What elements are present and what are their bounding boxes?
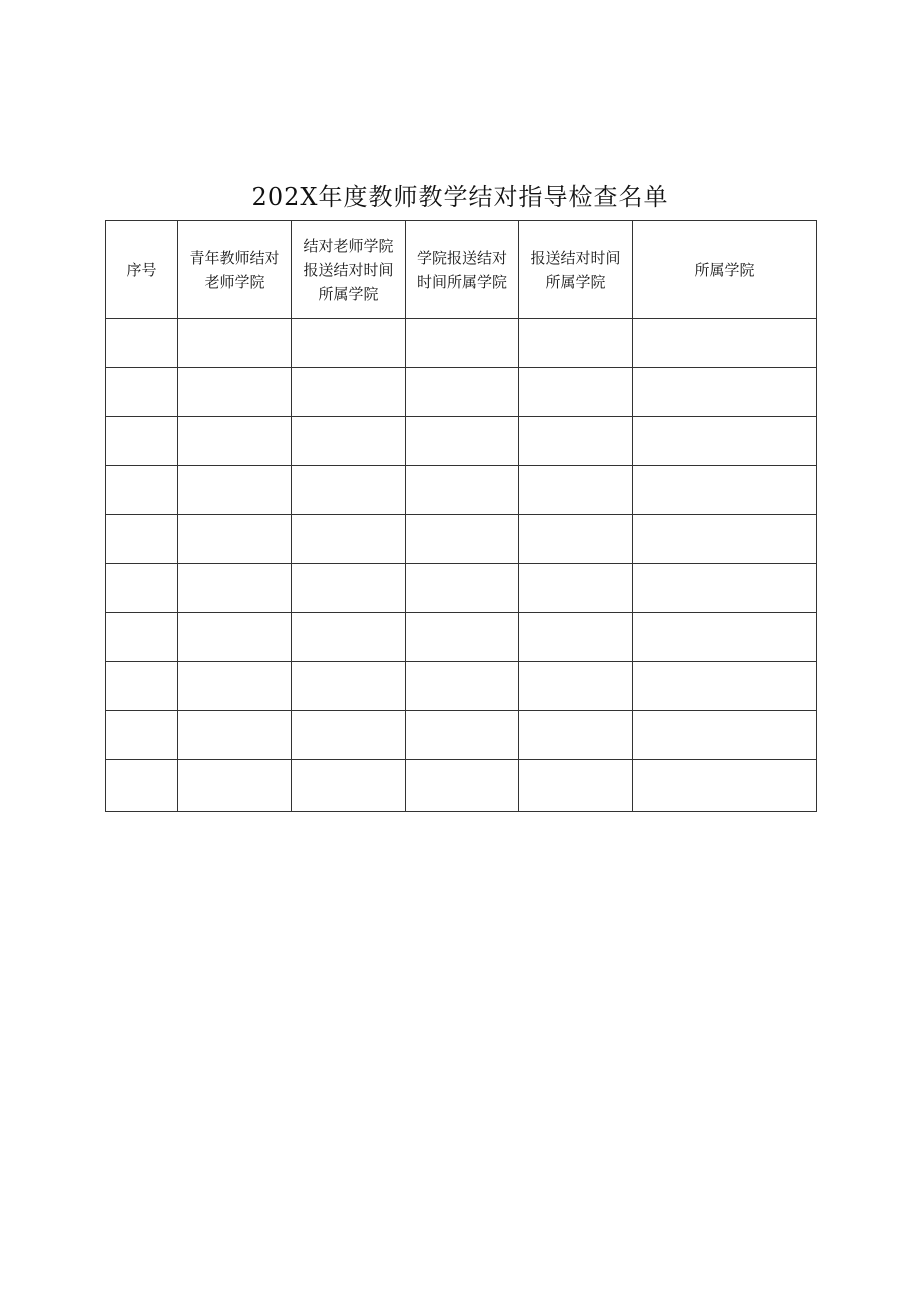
table-row	[106, 417, 817, 466]
table-cell	[292, 711, 406, 760]
table-row	[106, 515, 817, 564]
table-cell	[178, 564, 292, 613]
table-row	[106, 760, 817, 812]
table-cell	[178, 613, 292, 662]
table-cell	[106, 564, 178, 613]
table-cell	[519, 760, 633, 812]
table-cell	[106, 466, 178, 515]
table-cell	[106, 515, 178, 564]
table-row	[106, 368, 817, 417]
table-cell	[519, 417, 633, 466]
page-title: 202X年度教师教学结对指导检查名单	[251, 183, 669, 211]
table-cell	[106, 662, 178, 711]
table-row	[106, 711, 817, 760]
table-cell	[633, 662, 817, 711]
table-cell	[292, 613, 406, 662]
header-line: 序号	[126, 260, 157, 279]
table-cell	[178, 760, 292, 812]
table-cell	[633, 564, 817, 613]
table-cell	[406, 760, 519, 812]
table-cell	[406, 564, 519, 613]
inspection-table	[105, 220, 817, 812]
table-cell	[633, 515, 817, 564]
table-cell	[106, 760, 178, 812]
table-cell	[178, 466, 292, 515]
table-cell	[178, 515, 292, 564]
table-cell	[633, 613, 817, 662]
header-line: 所属学院	[318, 284, 379, 303]
table-cell	[292, 417, 406, 466]
table-cell	[292, 515, 406, 564]
table-cell	[106, 319, 178, 368]
header-cell-affiliated-college	[633, 221, 817, 319]
table-header-row	[106, 221, 817, 319]
table-cell	[292, 368, 406, 417]
table-cell	[519, 319, 633, 368]
table-row	[106, 613, 817, 662]
table-cell	[406, 613, 519, 662]
table-cell	[106, 368, 178, 417]
table-cell	[178, 319, 292, 368]
table-row	[106, 319, 817, 368]
table-cell	[178, 368, 292, 417]
table-row	[106, 662, 817, 711]
table-cell	[633, 417, 817, 466]
table-cell	[519, 662, 633, 711]
table-cell	[633, 368, 817, 417]
table-cell	[178, 711, 292, 760]
header-line: 结对老师学院	[303, 236, 394, 255]
table-cell	[292, 319, 406, 368]
header-cell-college-report-time	[406, 221, 519, 319]
header-line: 老师学院	[204, 272, 265, 291]
header-line: 报送结对时间	[530, 248, 621, 267]
table-cell	[406, 711, 519, 760]
table-row	[106, 466, 817, 515]
header-line: 青年教师结对	[189, 248, 280, 267]
table-cell	[633, 319, 817, 368]
table-cell	[406, 662, 519, 711]
table-cell	[406, 515, 519, 564]
header-line: 所属学院	[545, 272, 606, 291]
table-cell	[519, 515, 633, 564]
table-cell	[292, 466, 406, 515]
header-cell-serial	[106, 221, 178, 319]
header-cell-report-time	[519, 221, 633, 319]
table-cell	[633, 711, 817, 760]
table-cell	[519, 613, 633, 662]
table-cell	[106, 711, 178, 760]
header-cell-young-teacher-college	[178, 221, 292, 319]
table-cell	[633, 466, 817, 515]
table-cell	[519, 711, 633, 760]
header-line: 学院报送结对	[416, 248, 507, 267]
header-cell-mentor-college	[292, 221, 406, 319]
header-line: 时间所属学院	[416, 272, 507, 291]
table-cell	[178, 662, 292, 711]
table-cell	[519, 564, 633, 613]
table-cell	[519, 466, 633, 515]
table-cell	[106, 417, 178, 466]
table-cell	[106, 613, 178, 662]
table-row	[106, 564, 817, 613]
table-cell	[292, 662, 406, 711]
header-line: 报送结对时间	[303, 260, 394, 279]
table-cell	[406, 319, 519, 368]
table-cell	[292, 564, 406, 613]
table-cell	[406, 417, 519, 466]
table-cell	[519, 368, 633, 417]
table-cell	[178, 417, 292, 466]
table-cell	[406, 368, 519, 417]
table-cell	[406, 466, 519, 515]
table-cell	[292, 760, 406, 812]
table-cell	[633, 760, 817, 812]
header-line: 所属学院	[694, 260, 755, 279]
